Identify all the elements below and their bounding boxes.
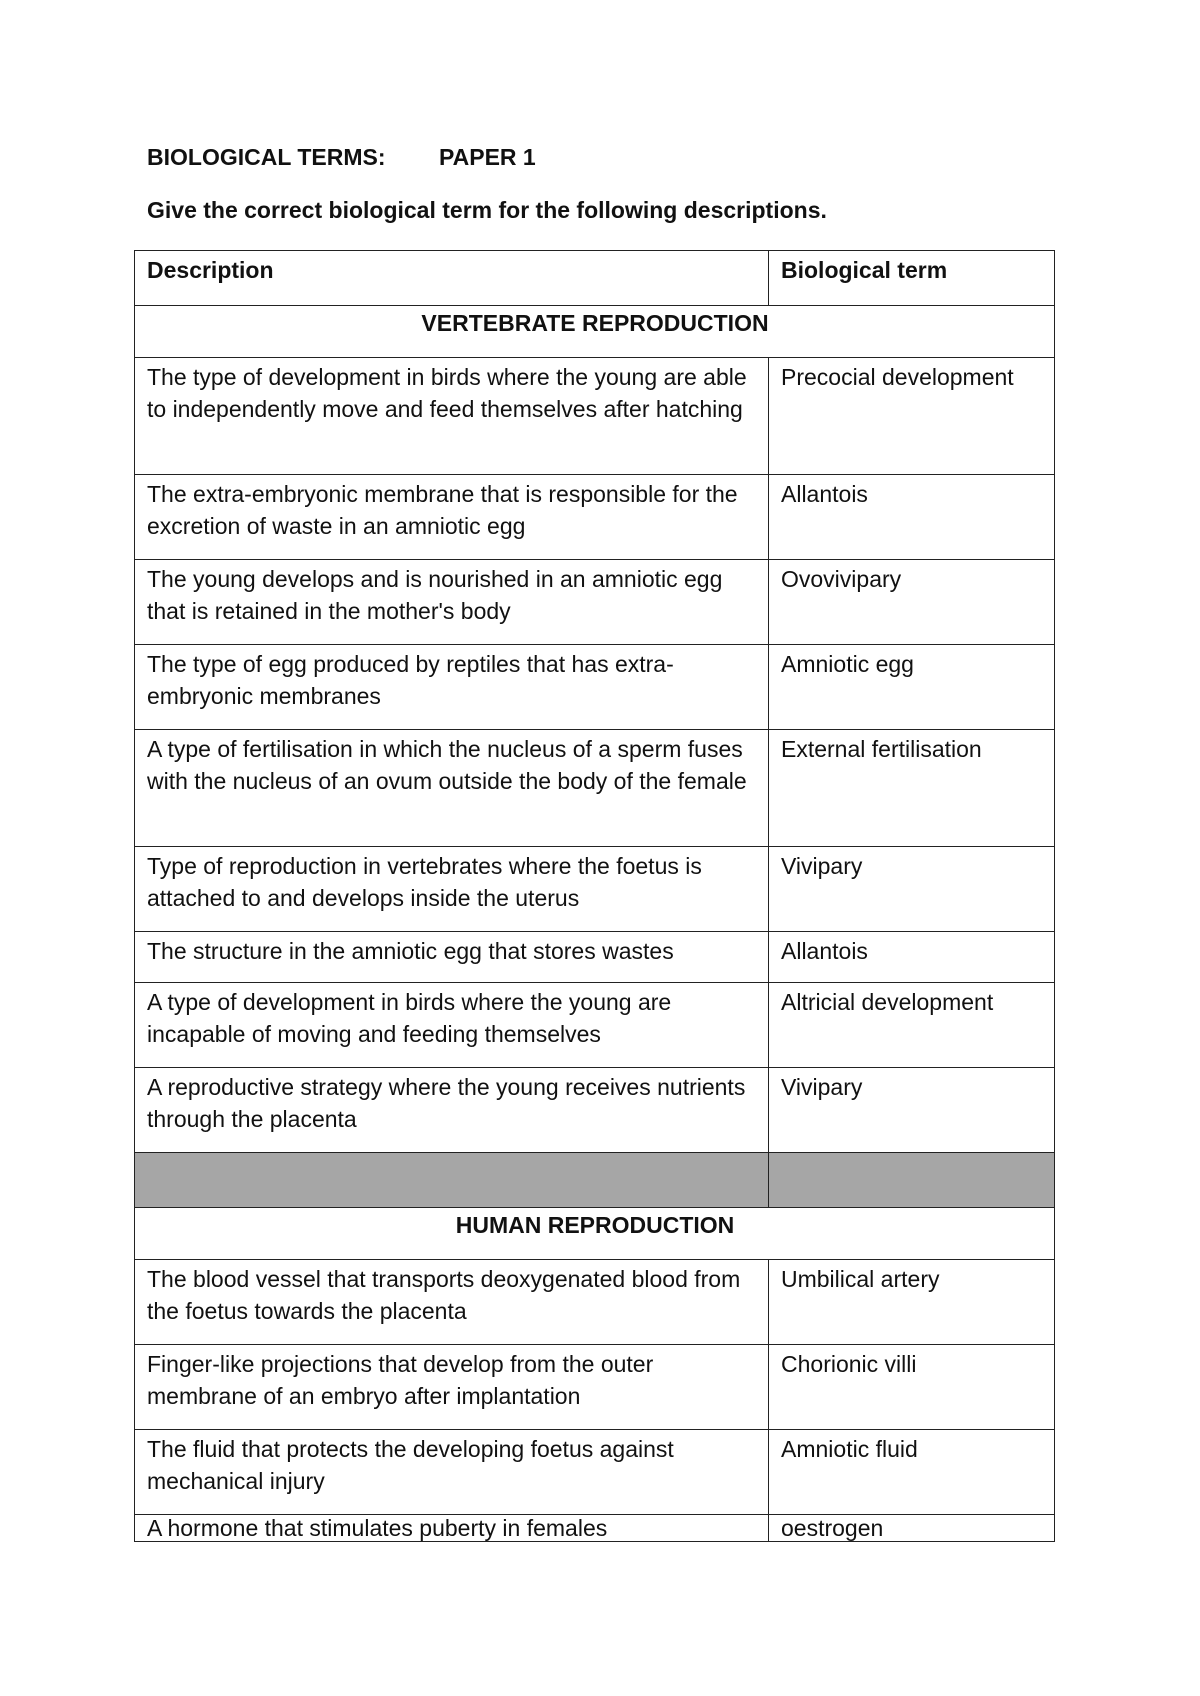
row-description: Finger-like projections that develop from the outer membrane of an embryo after implantation <box>135 1345 769 1430</box>
row-term: External fertilisation <box>769 730 1055 847</box>
table-row <box>135 475 1055 560</box>
row-description: A reproductive strategy where the young receives nutrients through the placenta <box>135 1068 769 1153</box>
row-term: Vivipary <box>769 1068 1055 1153</box>
table-row <box>135 645 1055 730</box>
row-description: The extra-embryonic membrane that is responsible for the excretion of waste in an amniotic egg <box>135 475 769 560</box>
row-description: A hormone that stimulates puberty in females <box>135 1515 769 1542</box>
shaded-cell <box>135 1153 769 1208</box>
table-row <box>135 560 1055 645</box>
row-term: Precocial development <box>769 358 1055 475</box>
table-row <box>135 1515 1055 1542</box>
row-description: The blood vessel that transports deoxygenated blood from the foetus towards the placenta <box>135 1260 769 1345</box>
table-row <box>135 1068 1055 1153</box>
table-row <box>135 932 1055 983</box>
row-term: Amniotic egg <box>769 645 1055 730</box>
row-description: Type of reproduction in vertebrates where the foetus is attached to and develops inside the uterus <box>135 847 769 932</box>
header-description: Description <box>135 251 769 306</box>
row-description: The type of development in birds where the young are able to independently move and feed themselves after hatching <box>135 358 769 475</box>
section-row-vertebrate <box>135 306 1055 358</box>
row-description: The young develops and is nourished in an amniotic egg that is retained in the mother's body <box>135 560 769 645</box>
table-row <box>135 1260 1055 1345</box>
row-term: Altricial development <box>769 983 1055 1068</box>
row-description: A type of fertilisation in which the nucleus of a sperm fuses with the nucleus of an ovum outside the body of the female <box>135 730 769 847</box>
row-description: The type of egg produced by reptiles that has extra-embryonic membranes <box>135 645 769 730</box>
title-text: BIOLOGICAL TERMS: <box>147 144 386 170</box>
page-title <box>147 144 536 171</box>
shaded-cell <box>769 1153 1055 1208</box>
row-term: Ovovivipary <box>769 560 1055 645</box>
row-term: Allantois <box>769 475 1055 560</box>
table-row <box>135 730 1055 847</box>
row-term: Umbilical artery <box>769 1260 1055 1345</box>
row-term: Vivipary <box>769 847 1055 932</box>
shaded-divider-row <box>135 1153 1055 1208</box>
row-description: The fluid that protects the developing foetus against mechanical injury <box>135 1430 769 1515</box>
header-term: Biological term <box>769 251 1055 306</box>
instruction-text: Give the correct biological term for the following descriptions. <box>147 197 827 223</box>
row-description: The structure in the amniotic egg that stores wastes <box>135 932 769 983</box>
terms-table <box>134 250 1055 1542</box>
section-title: HUMAN REPRODUCTION <box>135 1208 1055 1260</box>
table-row <box>135 1430 1055 1515</box>
table-row <box>135 847 1055 932</box>
row-term: Chorionic villi <box>769 1345 1055 1430</box>
paper-label: PAPER 1 <box>439 144 536 170</box>
row-term: Amniotic fluid <box>769 1430 1055 1515</box>
row-term: Allantois <box>769 932 1055 983</box>
section-title: VERTEBRATE REPRODUCTION <box>135 306 1055 358</box>
table-row <box>135 1345 1055 1430</box>
table-header-row <box>135 251 1055 306</box>
row-term: oestrogen <box>769 1515 1055 1542</box>
table-row <box>135 983 1055 1068</box>
section-row-human <box>135 1208 1055 1260</box>
table-row <box>135 358 1055 475</box>
row-description: A type of development in birds where the young are incapable of moving and feeding themselves <box>135 983 769 1068</box>
